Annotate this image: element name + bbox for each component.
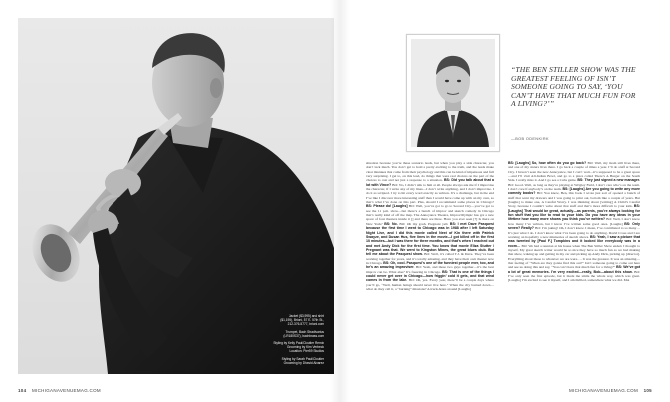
question: BS: Only seven? Really? [508,221,640,231]
answer: BO: I’ve only seen the first episode, but it made me smile the whole way, which was great. [Laughs] I’m excited to see it myself, and I am thrilled, somewhere what we did. MA [508,269,640,283]
folio-right [569,388,652,393]
question: BS: [Laughs] Are you going to write any more comedy books? [508,187,640,196]
question: BS: Yeah, I saw a picture that was tweeted by [Paul F.] Tompkins and it looked like everybody was in a room… [508,234,640,248]
site-name-left: MICHIGANAVENUEMAG.COM [31,388,101,393]
credit-line: Grooming by Kim Verbeck [286,345,324,350]
answer: BO: Oh my gosh. Pregnant yell. [399,221,450,226]
answer: BO: No, I didn’t talk to him at all. People always ask me if I improvise the character, if I write any of my lines—I don’t write anything, and I don’t improvise. I do it as scripted. I try to hit every word exactly as written. It’s a challenge, but in the end I’ve like I discover more interesting stuff than I would have come up with on my own, so that’s what I’ve done on this part. Plus, should I recommend some places in Chicago? [366,182,494,205]
credit-line: 212-376-5777, brioni.com [287,322,324,327]
question: BS: [Laughs] That would be great, actually—as parents, you’re always looking for fun stuff that you like to read to your kids. Do you have any ideas in your lifetime how many more shows you think you’ve written? [508,204,640,222]
credit-line: (LR180S37), bachbrass.com [283,333,324,338]
answer: BO: Well, my mom still lives there, and one of my sisters lives there. I go back a couple of times a year. I’ll do stuff at Second City. I haven’t seen the new Annoyance, but I can’t wait—it’s supposed to be a great space—and I’ll visit All-Indian Bowl, and go to a place called There’s A Burger on the South Side. I really miss it. And I go see a Cubs game. [508,161,640,183]
question: BS: Please do! [Laughs] [366,204,409,209]
answer: BO: You know, Ben, this book I wrote just sort of opened a bunch of stuff that went my drawers and I was going to print out, bottom like a couple of years. But [laughs] to make one, A Careful Worry. I was thinking about [writing] A Child’s Careful Story, because I couldn’t write about that stuff and that’s more difficult to your kids. [508,191,640,209]
paragraph: situation because you’re these scenario leads, but when you play a side character, you don’t lack much. You don’t get to hold a pretty exciting to the truth, and the leads make clear mistakes that come from their psychology and this can be kind of impetuous and full very surprising. I get to, on this lead, do things that were real choices on the part of the choices to cast and not just a response to a situation. [366,161,494,183]
credit-line: Jacket ($3,995) and shirt [288,314,324,318]
portrait-photo [406,34,500,152]
page-number-right: 105 [643,388,652,393]
page-number-left: 104 [18,388,27,393]
answer: BO: Oh, yes. Every year, there’ll be a couple days where you’ll go, “Well, human beings should never live here.” When the city burned down—what do they call it, a “burning” missions? A truck-holes around [Laughs] [366,278,494,291]
credit-line: Location: Pier59 Studios [289,349,324,354]
answer: BO: Well, it’s called T.J. & Dave. They’ve been working together for years, and it’s totally amazing, and they have their own theater now in Chicago. [366,252,494,265]
answer: BO: Well, you’ve got to go to Second City—you’ve got to see the 11 p.m. show—but there’s a bunch of improv and sketch comedy in Chicago that’s really kind of off the map. The Annoyance Theatre, ImprovOlympic has got a new space of four theaters inside it [] and there are three. Have you ever seen [?] Is there on New York? [366,204,494,226]
answer: BO: We had a reunion at his house when The Ben Stiller Show ended. I thought to myself, My great sketch writer would be so nice they have so much fun as we had making that show, waking up and getting in my car and picking up Andy Dick, picking up [director]. Everything about those to whatever we are were…. It was the greatest. It was an amazing—that feeling of “When are they gonna find this out?” Isn’t someone going to come out here and see us doing this and say, “You can’t have that much fun for a living?” [508,243,640,270]
photo-credits [258,314,324,365]
answer: BO: Well, I don’t know how many I’ve written, but I know I’ve written some good ones. [Laughs] [508,217,640,226]
credit-line: Styling by Kelly Paul/Cloutier Remix [273,341,324,346]
folio-left [18,388,101,393]
pull-quote-attribution: —BOB ODENKIRK [511,137,549,141]
answer: BO: I’m joking! Oh, I don’t know. I mean, I’ve contributed to so many… It’s just what I do. I don’t know what I’ve been going to do anything. David Cross and I are working on hopefully a new miniseries of sketch shows. [508,226,640,239]
article-column-2 [508,161,640,383]
pull-quote: “THE BEN STILLER SHOW WAS THE GREATEST FEELING OF ISN’T SOMEONE GOING TO SAY, ‘YOU CAN’T HAVE THAT MUCH FUN FOR A LIVING?’” [511,65,636,109]
site-name-right: MICHIGANAVENUEMAG.COM [569,388,639,393]
question: BS: That is one of the things I could never get over in Chicago—how friggin’ cold it gets, and that wind comes in from the lake. [366,269,494,283]
question: BS: I met Dave Pasquesi because the first time I went to Chicago was in 1988 after I left Saturday Night Live, and I did this movie called Next of Kin there with Patrick Swayze, and Dusan Hus, five lines in the movie—I got killed off in the first 10 minutes—but I was there for three months, and that’s when I reached out and met Andy Dick for the first time. You know that movie Eliza Stutter / Pregnant was that. We went to Kingston Mines, the great blues club. But tell me about the Pasquesi show. [366,221,494,257]
credit-line: Trumpet, Bach Stradivarius [285,329,324,334]
question: BS: Did you talk about that a lot with Vince? [366,178,494,187]
question: BS: We’ve got a lot of great memories. I’m very excited—really, Bob—about this show. [508,265,640,274]
hero-photo-trumpet-player [18,18,334,374]
credit-line: Styling by Sarah Paul/Cloutier [281,356,324,361]
question: BS: Oh, cool. Pasquesi’s one of the funniest people ever, too, and he’s an amazing improviser. [366,260,494,270]
page-gutter [330,0,350,402]
question: BS: [Laughs] So, how often do you go back? [508,161,588,165]
credit-line: Grooming by Dhavid Alvarez [283,360,324,365]
question: BS: No. [384,221,400,226]
article-column-1 [366,161,494,383]
headshot-illustration [411,39,495,147]
answer: BO: Good. Well, as long as they’re playing at Wrigley Field, I don’t care who’s on the team. I don’t care if anybody’s on the team. [508,182,640,192]
answer: BO: Yeah, and these two guys together—it’s the best improv can be. What else? It’s freezing in Chicago. [366,265,494,274]
question: BS: They just signed a new manager. [577,178,640,183]
credit-line: ($1,195), Brioni, 57 E. 57th St., [280,318,324,323]
